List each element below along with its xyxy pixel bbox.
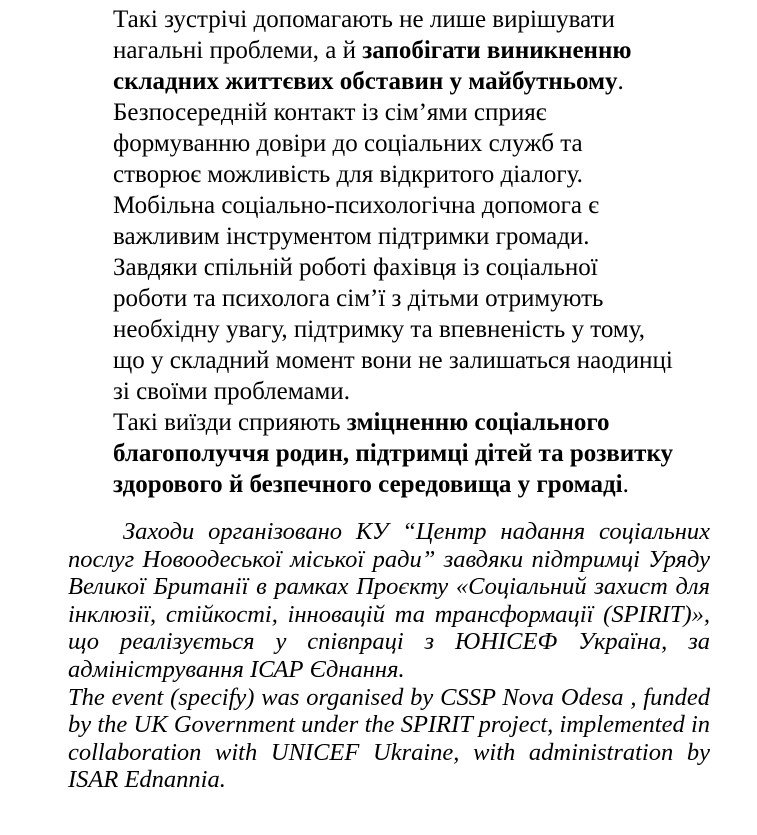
- text-run: .: [622, 471, 629, 498]
- text-run: Заходи організовано КУ “Центр надання соціальних послуг Новоодеської міської ради” завдяки підтримці Уряду Великої Британії в рамках Проєкту «Соціальний захист для інклюзії, стійкості, інновацій та трансформації (SPIRIT)», що реалізується у співпраці з ЮНІСЕФ Україна, за адміністрування ІСАР Єднання.: [68, 518, 717, 683]
- paragraph-note_uk: [68, 518, 717, 684]
- paragraph-body: [113, 407, 680, 500]
- document-body: [0, 4, 757, 794]
- text-run: .: [617, 68, 624, 95]
- paragraph-body: [113, 190, 680, 407]
- text-run: запобігати виникненню складних життєвих обставин у майбутньому: [113, 37, 638, 95]
- paragraph-body: [113, 97, 675, 190]
- text-run: зміцненню соціального благополуччя родин, підтримці дітей та розвитку здорового й безпечного середовища у громаді: [113, 409, 680, 498]
- text-run: Мобільна соціально-психологічна допомога є важливим інструментом підтримки громади. Завдяки спільній роботі фахівця із соціальної роботи та психолога сім’ї з дітьми отримують необхідну увагу, підтримку та впевненість у тому, що у складний момент вони не залишаться наодинці зі своїми проблемами.: [113, 192, 680, 405]
- paragraph-note_en: [68, 683, 717, 794]
- paragraph-body: [113, 4, 675, 97]
- text-run: Такі зустрічі допомагають не лише вирішувати нагальні проблеми, а й: [113, 6, 622, 64]
- text-run: Такі виїзди сприяють: [113, 409, 347, 436]
- text-run: Безпосередній контакт із сім’ями сприяє формуванню довіри до соціальних служб та створює можливість для відкритого діалогу.: [113, 99, 589, 188]
- text-run: The event (specify) was organised by CSSP Nova Odesa , funded by the UK Government under the SPIRIT project, implemented in collaboration with UNICEF Ukraine, with administration by ISAR Ednannia.: [68, 683, 717, 794]
